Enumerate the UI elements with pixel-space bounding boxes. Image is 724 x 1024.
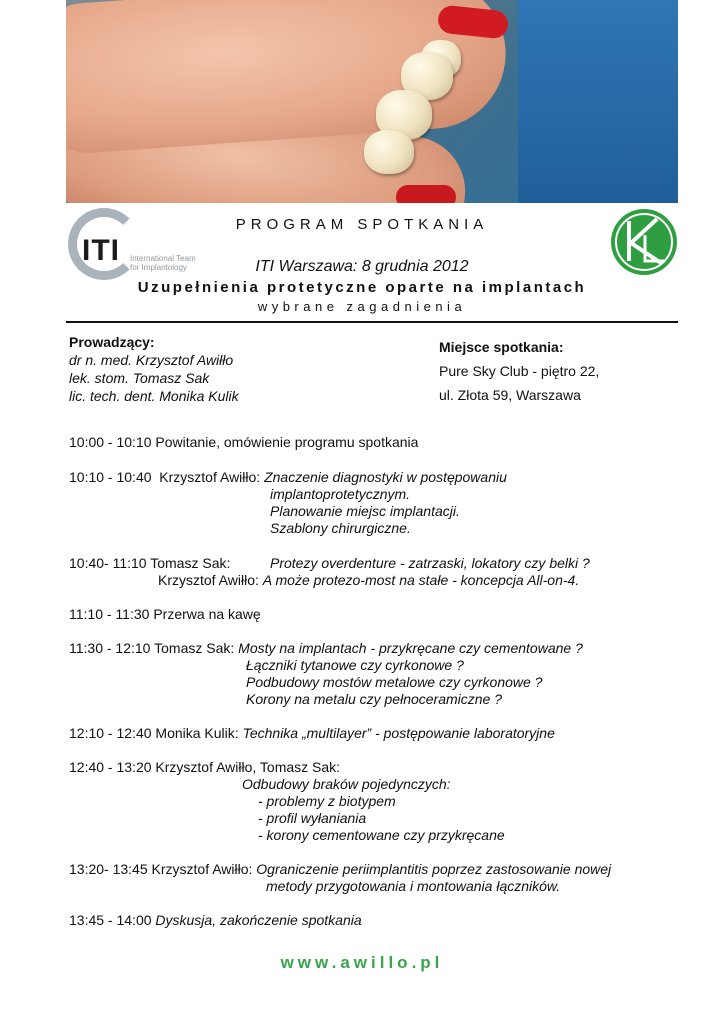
agenda-item-line: Planowanie miejsc implantacji. [270, 503, 460, 519]
header-divider [66, 321, 678, 323]
agenda-item-line: Protezy overdenture - zatrzaski, lokatory czy belki ? [270, 555, 590, 571]
hosts-block [69, 333, 239, 405]
agenda-item-line: Podbudowy mostów metalowe czy cyrkonowe ? [246, 674, 543, 690]
agenda-item: 12:10 - 12:40 Monika Kulik: Technika „multilayer” - postępowanie laboratoryjne [69, 725, 555, 741]
agenda-item-line: - profil wyłaniania [258, 810, 367, 826]
agenda-item: 12:40 - 13:20 Krzysztof Awiłło, Tomasz Sak: [69, 759, 341, 775]
agenda-item-line: Szablony chirurgiczne. [270, 520, 411, 536]
hosts-heading: Prowadzący: [69, 334, 155, 350]
agenda-item: 11:10 - 11:30 Przerwa na kawę [69, 606, 261, 622]
iti-logo-mark: ITI [82, 234, 120, 267]
hero-photo-dental-bridge [66, 0, 678, 203]
agenda-item: 11:30 - 12:10 Tomasz Sak: Mosty na implantach - przykręcane czy cementowane ? [69, 640, 583, 656]
venue-heading: Miejsce spotkania: [439, 339, 564, 355]
website-link[interactable]: www.awillo.pl [280, 953, 444, 972]
agenda-item-line: implantoprotetycznym. [270, 486, 411, 502]
agenda-item: 10:00 - 10:10 Powitanie, omówienie programu spotkania [69, 434, 419, 450]
host-name: lek. stom. Tomasz Sak [69, 370, 210, 386]
iti-logo-subtitle: International Team for Implantology [130, 254, 196, 272]
agenda-item-line: Krzysztof Awiłło: A może protezo-most na stałe - koncepcja All-on-4. [158, 572, 580, 588]
agenda-item-line: Korony na metalu czy pełnoceramiczne ? [246, 691, 503, 707]
agenda-item-line: Łączniki tytanowe czy cyrkonowe ? [246, 657, 464, 673]
agenda-item: 13:20- 13:45 Krzysztof Awiłło: Ograniczenie periimplantitis poprzez zastosowanie nowej [69, 861, 612, 877]
event-subtitle: wybrane zagadnienia [257, 299, 467, 314]
host-name: dr n. med. Krzysztof Awiłło [69, 352, 234, 368]
agenda-item: 10:10 - 10:40 Krzysztof Awiłło: Znaczenie diagnostyki w postępowaniu [69, 469, 507, 485]
agenda-item-line: - korony cementowane czy przykręcane [258, 827, 505, 843]
event-date: ITI Warszawa: 8 grudnia 2012 [255, 258, 469, 275]
venue-address-line: ul. Złota 59, Warszawa [439, 387, 581, 403]
host-name: lic. tech. dent. Monika Kulik [69, 388, 239, 404]
venue-block [439, 335, 599, 407]
venue-address-line: Pure Sky Club - piętro 22, [439, 363, 600, 379]
agenda-item-line: Odbudowy braków pojedynczych: [242, 776, 451, 792]
event-subject: Uzupełnienia protetyczne oparte na implantach [137, 279, 587, 296]
agenda-item: 10:40- 11:10 Tomasz Sak: [69, 555, 231, 571]
program-title: PROGRAM SPOTKANIA [235, 216, 489, 233]
agenda-item: 13:45 - 14:00 Dyskusja, zakończenie spotkania [69, 912, 362, 928]
photo-background [518, 0, 678, 203]
photo-nail [396, 185, 456, 203]
photo-tooth [364, 130, 414, 174]
agenda-item-line: metody przygotowania i montowania łączników. [266, 878, 561, 894]
agenda-item-line: - problemy z biotypem [258, 793, 396, 809]
